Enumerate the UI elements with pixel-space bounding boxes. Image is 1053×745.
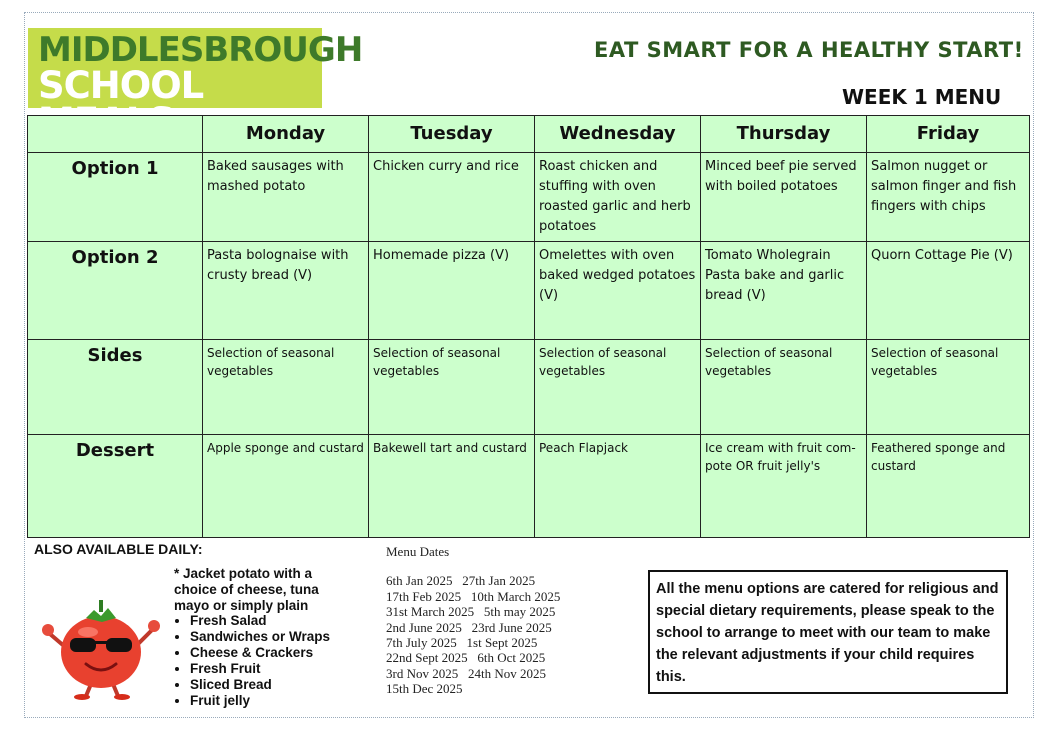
row-label: Option 2 bbox=[28, 242, 203, 340]
menu-table bbox=[27, 115, 1030, 538]
list-item: • Fresh Fruit bbox=[190, 661, 330, 677]
list-item: • Sandwiches or Wraps bbox=[190, 629, 330, 645]
menu-cell: Selection of seasonal vegetables bbox=[535, 340, 701, 435]
menu-cell: Selection of seasonal vegetables bbox=[369, 340, 535, 435]
row-label: Sides bbox=[28, 340, 203, 435]
week-title: WEEK 1 MENU bbox=[842, 85, 1002, 109]
menu-cell: Homemade pizza (V) bbox=[369, 242, 535, 340]
dietary-requirements-note: All the menu options are catered for religious and special dietary requirements, please speak to the school to arrange to meet with our team to make the relevant adjustments if your child requires this. bbox=[648, 570, 1008, 694]
menu-cell: Omelettes with oven baked wedged potatoes (V) bbox=[535, 242, 701, 340]
date-line: 15th Dec 2025 bbox=[386, 681, 463, 697]
date-line: 22nd Sept 2025 6th Oct 2025 bbox=[386, 650, 546, 666]
table-row-sides bbox=[28, 340, 1030, 435]
menu-cell: Roast chicken and stuffing with oven roasted garlic and herb potatoes bbox=[535, 153, 701, 242]
date-line: 31st March 2025 5th may 2025 bbox=[386, 604, 556, 620]
menu-dates bbox=[386, 544, 560, 697]
menu-cell: Chicken curry and rice bbox=[369, 153, 535, 242]
date-line: 6th Jan 2025 27th Jan 2025 bbox=[386, 573, 536, 589]
date-line: 7th July 2025 1st Sept 2025 bbox=[386, 635, 538, 651]
row-label: Option 1 bbox=[28, 153, 203, 242]
menu-cell: Selection of seasonal vegetables bbox=[701, 340, 867, 435]
menu-cell: Salmon nugget or salmon finger and fish fingers with chips bbox=[867, 153, 1030, 242]
jacket-potato-note: * Jacket potato with a choice of cheese, tuna mayo or simply plain bbox=[174, 566, 319, 613]
menu-cell: Tomato Wholegrain Pasta bake and garlic bread (V) bbox=[701, 242, 867, 340]
menu-dates-title: Menu Dates bbox=[386, 544, 450, 559]
logo-line-2: SCHOOL bbox=[38, 64, 204, 107]
table-row-dessert bbox=[28, 435, 1030, 538]
day-header: Thursday bbox=[701, 116, 867, 153]
menu-cell: Apple sponge and custard bbox=[203, 435, 369, 538]
daily-items-list bbox=[174, 613, 330, 709]
list-item: • Fruit jelly bbox=[190, 693, 330, 709]
menu-cell: Quorn Cottage Pie (V) bbox=[867, 242, 1030, 340]
menu-cell: Baked sausages with mashed potato bbox=[203, 153, 369, 242]
menu-cell: Bakewell tart and custard bbox=[369, 435, 535, 538]
date-line: 2nd June 2025 23rd June 2025 bbox=[386, 619, 552, 635]
list-item: • Cheese & Crackers bbox=[190, 645, 330, 661]
slogan: EAT SMART FOR A HEALTHY START! bbox=[594, 38, 1024, 62]
daily-heading: ALSO AVAILABLE DAILY: bbox=[34, 541, 203, 557]
school-meals-logo bbox=[28, 28, 363, 108]
menu-cell: Feathered sponge and custard bbox=[867, 435, 1030, 538]
list-item: • Fresh Salad bbox=[190, 613, 330, 629]
menu-cell: Selection of seasonal vegetables bbox=[203, 340, 369, 435]
tomato-mascot-with-sunglasses-icon bbox=[36, 596, 166, 700]
menu-cell: Peach Flapjack bbox=[535, 435, 701, 538]
menu-cell: Minced beef pie served with boiled potatoes bbox=[701, 153, 867, 242]
menu-cell: Pasta bolognaise with crusty bread (V) bbox=[203, 242, 369, 340]
menu-cell: Selection of seasonal vegetables bbox=[867, 340, 1030, 435]
day-header: Wednesday bbox=[535, 116, 701, 153]
day-header: Monday bbox=[203, 116, 369, 153]
corner-cell bbox=[28, 116, 203, 153]
table-row-option-2 bbox=[28, 242, 1030, 340]
date-line: 3rd Nov 2025 24th Nov 2025 bbox=[386, 665, 546, 681]
table-row-option-1 bbox=[28, 153, 1030, 242]
date-line: 17th Feb 2025 10th March 2025 bbox=[386, 588, 561, 604]
list-item: • Sliced Bread bbox=[190, 677, 330, 693]
row-label: Dessert bbox=[28, 435, 203, 538]
menu-cell: Ice cream with fruit com-pote OR fruit jelly's bbox=[701, 435, 867, 538]
table-header-row bbox=[28, 116, 1030, 153]
day-header: Friday bbox=[867, 116, 1030, 153]
day-header: Tuesday bbox=[369, 116, 535, 153]
logo-line-1: MIDDLESBROUGH bbox=[38, 30, 363, 70]
